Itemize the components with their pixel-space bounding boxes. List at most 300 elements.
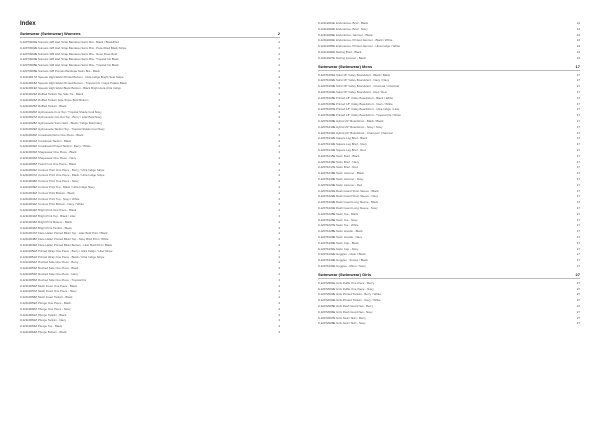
section-name: Swimwear (Swimwear) Womens <box>20 31 81 36</box>
entry-code: 0-12110036Z <box>20 167 37 172</box>
entry-page-number: 4 <box>278 196 280 201</box>
index-entry <box>318 55 580 61</box>
entry-code: 0-12110060Z <box>20 306 37 311</box>
entry-page-number: 4 <box>278 243 280 247</box>
entry-code: 0-12071012E <box>318 136 336 141</box>
entry-code: 0-12110054Z <box>20 272 37 276</box>
entry-description: Racing Jammer - Black <box>336 55 366 60</box>
entry-description: Crossback Printed Tankini - Berry / White <box>38 144 91 149</box>
entry-description: Endurance+ Brief - Navy <box>336 26 368 31</box>
entry-page-number: 17 <box>576 159 580 164</box>
entry-description: Bright Print One Piece - Black <box>38 208 77 213</box>
index-entry <box>318 320 580 326</box>
entry-code: 0-12110038Z <box>20 179 37 184</box>
entry-page-number: 4 <box>278 190 280 195</box>
entry-description: Hydrosuede Tankini Top - Tropical Shade Cool Navy <box>38 127 105 131</box>
index-section-heading <box>318 271 580 279</box>
entry-page-number: 17 <box>576 217 580 222</box>
entry-page-number: 14 <box>576 38 580 43</box>
entry-code: 0-12110056Z <box>20 283 37 288</box>
entry-page-number: 17 <box>576 235 580 239</box>
entry-page-number: 17 <box>576 84 580 89</box>
entry-code: 0-12071018E <box>318 171 336 176</box>
entry-page-number: 3 <box>278 80 280 85</box>
entry-description: Printed 18" Volley Boardshort - Black / White <box>336 95 394 100</box>
entry-description: Swim Hoodie - Navy <box>336 235 363 239</box>
entry-code: 0-12071027E <box>318 223 336 228</box>
entry-description: Solid 18" Volley Boardshort - Charcoal / Charcoal <box>336 84 400 89</box>
entry-page-number: 4 <box>278 254 280 259</box>
entry-page-number: 4 <box>278 277 280 282</box>
entry-description: Endurance+ Brief - Black <box>336 21 369 25</box>
entry-description: Mesh Insert One Piece - Navy <box>38 289 77 294</box>
entry-page-number: 17 <box>576 264 580 268</box>
entry-description: Plunge Tankini - Navy <box>38 318 66 323</box>
entry-code: 0-12072008E <box>318 321 336 326</box>
entry-code: 0-12110064Z <box>20 330 37 334</box>
entry-description: Square Leg Brief - Navy <box>336 142 367 147</box>
entry-code: 0-12071030E <box>318 240 336 245</box>
entry-page-number: 4 <box>278 161 280 166</box>
entry-description: Shapewear One Piece - Black <box>38 150 77 155</box>
entry-page-number: 14 <box>576 55 580 60</box>
entry-page-number: 17 <box>576 119 580 123</box>
entry-description: Swim Brief - Red <box>336 165 358 170</box>
entry-page-number: 17 <box>576 211 580 216</box>
entry-code: 0-12110052Z <box>20 260 37 265</box>
entry-description: Rash Guard Short Sleeve - Black <box>336 188 379 193</box>
entry-page-number: 3 <box>278 86 280 91</box>
entry-description: Ruffled Tankini Top Side Tie - Black <box>38 92 84 97</box>
entry-description: Endurance+ Printed Jammer - Black / White <box>336 38 393 43</box>
entry-code: 0-12071003E <box>318 84 336 89</box>
entry-page-number: 4 <box>278 272 280 276</box>
entry-page-number: 27 <box>576 304 580 308</box>
entry-code: 0-12071013E <box>318 142 336 147</box>
section-name: Swimwear (Swimwear) Girls <box>318 271 372 277</box>
entry-page-number: 2 <box>278 45 280 50</box>
entry-page-number: 17 <box>576 246 580 251</box>
entry-page-number: 17 <box>576 240 580 245</box>
entry-description: Mesh Insert One Piece - Black <box>38 283 78 288</box>
entry-page-number: 17 <box>576 90 580 94</box>
entry-page-number: 4 <box>278 219 280 224</box>
index-title: Index <box>20 21 36 27</box>
entry-description: Goggles - Clear / Black <box>336 252 366 257</box>
entry-page-number: 4 <box>278 150 280 155</box>
entry-code: 0-12073005E <box>20 63 38 68</box>
entry-code: 0-12072006E <box>318 309 336 314</box>
entry-page-number: 14 <box>576 44 580 49</box>
entry-description: Flare Halter Printed Bikini Top - Navy Bold Print / White <box>38 237 109 242</box>
entry-page-number: 27 <box>576 309 580 314</box>
entry-description: Swim Tee - White <box>336 223 359 228</box>
entry-description: Contour Print One Piece - Navy <box>38 179 79 184</box>
entry-code: 0-12110062Z <box>20 318 37 323</box>
entry-page-number: 17 <box>576 229 580 234</box>
entry-page-number: 17 <box>576 182 580 187</box>
entry-page-number: 3 <box>278 103 280 108</box>
entry-description: Swim Brief - Navy <box>336 159 359 164</box>
entry-code: 0-12110057Z <box>20 289 37 294</box>
entry-page-number: 3 <box>278 92 280 97</box>
entry-description: Endurance+ Printed Jammer - Ultra Indigo / White <box>336 44 401 49</box>
entry-page-number: 4 <box>278 214 280 218</box>
entry-page-number: 4 <box>278 260 280 265</box>
entry-page-number: 4 <box>278 179 280 184</box>
entry-description: Printed Wrap One Piece - Black / Ultra Indigo Stripe <box>38 254 105 259</box>
entry-code: 0-12110018Z <box>20 80 37 85</box>
entry-code: 0-12072003E <box>318 292 336 297</box>
entry-description: Speedo High-Waist Printed Bottom - Ultra Indigo Bright Seat Stripe <box>38 74 124 79</box>
entry-page-number: 4 <box>278 202 280 207</box>
entry-page-number: 3 <box>278 115 280 120</box>
entry-page-number: 17 <box>576 72 580 77</box>
entry-description: Swim Cap - Navy <box>336 246 359 251</box>
section-page-number: 2 <box>277 31 280 36</box>
entry-code: 0-12071008E <box>318 113 336 118</box>
entry-page-number: 4 <box>278 324 280 329</box>
entry-page-number: 3 <box>278 74 280 79</box>
entry-description: Contour Print One Piece - Berry / Ultra Indigo Stripe <box>38 167 105 172</box>
entry-code: 0-12071005E <box>318 95 336 100</box>
entry-page-number: 17 <box>576 107 580 112</box>
entry-code: 0-12110039Z <box>20 185 37 189</box>
entry-page-number: 3 <box>278 109 280 114</box>
entry-description: Sunsets 428 Hart Strap Bandeau Swim Bra - Paper/Red Black Stripe <box>38 45 127 50</box>
entry-description: Plunge Tankini - Black <box>38 312 67 317</box>
entry-page-number: 4 <box>278 248 280 253</box>
entry-description: Flare Halter Printed Bikini Top - Lilac Bold Print / Black <box>38 231 108 236</box>
entry-code: 0-12071021E <box>318 188 336 193</box>
entry-description: Ruched Side One Piece - Tropical Iris <box>38 277 87 282</box>
entry-code: 0-12110027Z <box>20 115 37 120</box>
entry-code: 0-12110063Z <box>20 324 37 329</box>
entry-page-number: 17 <box>576 258 580 263</box>
entry-description: Girls Rash Guard Set - Berry <box>336 304 373 308</box>
entry-page-number: 17 <box>576 223 580 228</box>
entry-page-number: 17 <box>576 78 580 83</box>
entry-page-number: 4 <box>278 144 280 149</box>
entry-description: Contour Print Top - Black / Ultra Indigo Navy <box>38 185 95 189</box>
entry-description: Printed Wrap One Piece - Berry / Ultra Indigo / Lilac Stripe <box>38 248 113 253</box>
entry-code: 0-12072001E <box>318 280 336 285</box>
entry-page-number: 27 <box>576 292 580 297</box>
entry-code: 0-12110040Z <box>20 190 37 195</box>
entry-code: 0-12110041Z <box>20 196 37 201</box>
entry-page-number: 3 <box>278 98 280 102</box>
entry-description: Ruffled Tankini - Black <box>38 103 67 108</box>
entry-code: 0-12110031Z <box>20 138 37 143</box>
entry-page-number: 2 <box>278 40 280 44</box>
entry-code: 0-12072004E <box>318 298 336 303</box>
entry-page-number: 17 <box>576 165 580 170</box>
entry-page-number: 4 <box>278 266 280 271</box>
entry-page-number: 3 <box>278 138 280 143</box>
entry-description: Shapewear One Piece - Navy <box>38 156 77 160</box>
entry-page-number: 4 <box>278 167 280 172</box>
entry-description: Swim Hoodie - Black <box>336 229 363 234</box>
entry-page-number: 4 <box>278 225 280 230</box>
entry-description: Printed 18" Volley Boardshort - Navy / White <box>336 101 393 106</box>
entry-page-number: 17 <box>576 142 580 147</box>
entry-code: 0-12110019Z <box>20 86 37 91</box>
entry-code: 0-12110059Z <box>20 301 37 305</box>
entry-code: 0-12071026E <box>318 217 336 222</box>
entry-code: 0-12071029E <box>318 235 336 239</box>
entry-code: 0-12110024Z <box>20 98 37 102</box>
entry-code: 0-12071001E <box>318 72 336 77</box>
entry-code: 0-12071033E <box>318 258 336 263</box>
entry-page-number: 4 <box>278 231 280 236</box>
entry-description: Hybrid 20" Boardshort - Navy / Navy <box>336 124 383 129</box>
entry-page-number: 17 <box>576 124 580 129</box>
entry-page-number: 27 <box>576 280 580 285</box>
entry-code: 0-12071032E <box>318 252 336 257</box>
entry-description: Girls Swim Skirt - Navy <box>336 321 366 326</box>
entry-code: 0-12110025Z <box>20 103 37 108</box>
entry-page-number: 17 <box>576 171 580 176</box>
entry-description: Ruched Side One Piece - Navy <box>38 272 79 276</box>
entry-code: 0-12110037Z <box>20 173 37 178</box>
entry-description: Sunsets 428 Hart Strap Bandeau Swim Bra - Tropical Iris Black <box>38 57 119 62</box>
entry-description: Goggles - Mirror / Navy <box>336 264 366 268</box>
entry-code: 0-12071017E <box>318 165 336 170</box>
entry-page-number: 17 <box>576 101 580 106</box>
entry-code: 0-12110050Z <box>20 248 37 253</box>
entry-code: 0-12071024E <box>318 206 336 210</box>
entry-description: Bright Print Top - Black / Lilac <box>38 214 76 218</box>
entry-code: 0-12071031E <box>318 246 336 251</box>
entry-page-number: 17 <box>576 153 580 158</box>
entry-description: Rash Guard Short Sleeve - Navy <box>336 194 379 199</box>
entry-page-number: 17 <box>576 200 580 205</box>
entry-code: 0-12071014E <box>318 148 336 152</box>
entry-description: Sunsets 428 Hart Strap Bandeau Swim Bra - Black / Black/Red <box>38 40 119 44</box>
entry-code: 0-12071010E <box>318 124 336 129</box>
entry-page-number: 17 <box>576 194 580 199</box>
entry-page-number: 14 <box>576 50 580 54</box>
entry-description: Printed 18" Volley Boardshort - Ultra Indigo / Lilac <box>336 107 400 112</box>
entry-description: Goggles - Smoke / Black <box>336 258 368 263</box>
entry-code: 0-12110049Z <box>20 243 37 247</box>
entry-code: 0-12111007E <box>318 55 335 60</box>
section-name: Swimwear (Swimwear) Mens <box>318 63 373 69</box>
entry-description: Contour Print One Piece - Black / Ultra Indigo Stripe <box>38 173 105 178</box>
entry-description: Square Leg Brief - Red <box>336 148 366 152</box>
entry-description: Swim Tee - Navy <box>336 217 358 222</box>
section-page-number: 17 <box>575 63 580 69</box>
entry-page-number: 2 <box>278 51 280 56</box>
entry-description: Ruffled Tankini Side Stripe Bold Bottom <box>38 98 89 102</box>
entry-code: 0-12071004E <box>318 90 336 94</box>
entry-page-number: 4 <box>278 185 280 189</box>
entry-description: Contour Print Bottom - Black <box>38 190 75 195</box>
entry-code: 0-12071015E <box>318 153 336 158</box>
entry-description: Bright Print Tankini - Black <box>38 225 72 230</box>
entry-description: Mesh Insert Tankini - Black <box>38 295 73 300</box>
entry-description: Contour Print Top - Navy / White <box>38 196 80 201</box>
index-section-heading <box>20 30 280 38</box>
entry-page-number: 4 <box>278 173 280 178</box>
entry-code: 0-12071019E <box>318 177 336 181</box>
entry-page-number: 27 <box>576 321 580 326</box>
entry-code: 0-12072005E <box>318 304 336 308</box>
entry-code: 0-12071006E <box>318 101 336 106</box>
entry-code: 0-12071025E <box>318 211 336 216</box>
entry-page-number: 4 <box>278 306 280 311</box>
entry-description: Plunge One Piece - Navy <box>38 306 71 311</box>
entry-code: 0-12110061Z <box>20 312 37 317</box>
entry-code: 0-12111003E <box>318 32 335 37</box>
entry-code: 0-12110046Z <box>20 225 37 230</box>
entry-page-number: 27 <box>576 286 580 291</box>
entry-page-number: 4 <box>278 283 280 288</box>
entry-code: 0-12073002E <box>20 45 38 50</box>
entry-description: Bright Print Bottom - Black <box>38 219 72 224</box>
entry-code: 0-12072007E <box>318 315 336 320</box>
entry-code: 0-12073006E <box>20 69 38 73</box>
entry-page-number: 14 <box>576 26 580 31</box>
entry-page-number: 17 <box>576 148 580 152</box>
entry-code: 0-12111006E <box>318 50 335 54</box>
entry-code: 0-12110053Z <box>20 266 37 271</box>
entry-code: 0-12071034E <box>318 264 336 268</box>
entry-code: 0-12110028Z <box>20 121 37 126</box>
entry-code: 0-12071007E <box>318 107 336 112</box>
entry-description: Hydrosuede Knot Top / Tropical Shade Cool Navy <box>38 109 102 114</box>
entry-page-number: 14 <box>576 32 580 37</box>
entry-page-number: 2 <box>278 57 280 62</box>
entry-code: 0-12110058Z <box>20 295 37 300</box>
entry-code: 0-12072002E <box>318 286 336 291</box>
entry-description: Girls Printed Tankini - Berry / White <box>336 292 381 297</box>
entry-description: Hybrid 20" Boardshort - Charcoal / Charcoal <box>336 130 393 135</box>
entry-description: Sunsets 428 Pomelo Bandeau Swim Bra - Black <box>38 69 100 73</box>
entry-code: 0-12110034Z <box>20 156 37 160</box>
entry-description: Plunge Bottom - Black <box>38 330 67 334</box>
entry-description: Flare Halter Printed Bikini Bottom - Lilac Bold Print / Black <box>38 243 113 247</box>
entry-code: 0-12110051Z <box>20 254 37 259</box>
entry-description: Solid 18" Volley Boardshort - Black / Black <box>336 72 391 77</box>
entry-page-number: 17 <box>576 252 580 257</box>
entry-code: 0-12110026Z <box>20 109 37 114</box>
entry-code: 0-12110035Z <box>20 161 37 166</box>
entry-page-number: 3 <box>278 121 280 126</box>
entry-description: Racing Brief - Black <box>336 50 362 54</box>
entry-description: Plunge Top - Black <box>38 324 63 329</box>
entry-code: 0-12110045Z <box>20 219 37 224</box>
entry-page-number: 4 <box>278 156 280 160</box>
entry-page-number: 14 <box>576 21 580 25</box>
entry-description: Swim Jammer - Red <box>336 182 363 187</box>
entry-code: 0-12110043Z <box>20 208 37 213</box>
entry-description: Girls Swim Skirt - Berry <box>336 315 366 320</box>
entry-description: Hydrosuede Cut-Out Top - Berry / Lilac Bold Navy <box>38 115 102 120</box>
entry-description: Endurance+ Jammer - Black <box>336 32 373 37</box>
entry-code: 0-12110030Z <box>20 132 37 137</box>
entry-page-number: 4 <box>278 318 280 323</box>
entry-code: 0-12111004E <box>318 38 335 43</box>
entry-code: 0-12110042Z <box>20 202 37 207</box>
entry-code: 0-12110032Z <box>20 144 37 149</box>
entry-description: Speedo High-Waist Black Bottom - Black Bright Aura Ultra Indigo <box>38 86 121 91</box>
entry-description: Sunsets 428 Hart Strap Bandeau Swim Bra - Tropical Iris Black <box>38 63 119 68</box>
entry-description: Printed 18" Volley Boardshort - Tropical Iris / White <box>336 113 401 118</box>
entry-description: Sunsets 428 Hart Strap Bandeau Swim Bra - Neon Rose Bold <box>38 51 118 56</box>
entry-page-number: 4 <box>278 289 280 294</box>
entry-code: 0-12111002E <box>318 26 335 31</box>
entry-code: 0-12073003E <box>20 51 38 56</box>
entry-page-number: 4 <box>278 295 280 300</box>
entry-page-number: 17 <box>576 177 580 181</box>
entry-description: Ruched Side One Piece - Black <box>38 266 79 271</box>
entry-description: Contour Print Bottom - Navy / White <box>38 202 84 207</box>
entry-code: 0-12073001E <box>20 40 38 44</box>
entry-description: Crossback Retro One Piece - Black <box>38 132 84 137</box>
entry-code: 0-12110055Z <box>20 277 37 282</box>
entry-description: Ruched Side One Piece - Berry <box>38 260 79 265</box>
entry-description: Rash Guard Long Sleeve - Black <box>336 200 379 205</box>
entry-code: 0-12071028E <box>318 229 336 234</box>
index-entry <box>20 329 280 335</box>
entry-page-number: 4 <box>278 237 280 242</box>
entry-description: Girls Printed Tankini - Navy / White <box>336 298 381 303</box>
entry-description: Swim Tee - Black <box>336 211 359 216</box>
entry-description: Swim Brief - Black <box>336 153 360 158</box>
entry-description: Twist Front One Piece - Black <box>38 161 77 166</box>
entry-code: 0-12110017Z <box>20 74 37 79</box>
entry-page-number: 17 <box>576 206 580 210</box>
entry-code: 0-12110044Z <box>20 214 37 218</box>
index-entry <box>318 263 580 269</box>
entry-code: 0-12110048Z <box>20 237 37 242</box>
entry-code: 0-12110023Z <box>20 92 37 97</box>
entry-description: Girls Rash Guard Set - Navy <box>336 309 373 314</box>
entry-description: Girls Ruffle One Piece - Navy <box>336 286 374 291</box>
entry-page-number: 4 <box>278 330 280 334</box>
entry-code: 0-12071016E <box>318 159 336 164</box>
entry-description: Solid 18" Volley Boardshort - Red / Red <box>336 90 387 94</box>
entry-page-number: 27 <box>576 315 580 320</box>
entry-page-number: 17 <box>576 136 580 141</box>
entry-code: 0-12071023E <box>318 200 336 205</box>
index-section-heading <box>318 63 580 71</box>
entry-code: 0-12110047Z <box>20 231 37 236</box>
entry-page-number: 3 <box>278 127 280 131</box>
entry-code: 0-12071011E <box>318 130 336 135</box>
entry-code: 0-12110029Z <box>20 127 37 131</box>
entry-page-number: 17 <box>576 188 580 193</box>
entry-description: Swim Cap - Black <box>336 240 359 245</box>
entry-code: 0-12071009E <box>318 119 336 123</box>
entry-description: Rash Guard Long Sleeve - Navy <box>336 206 378 210</box>
entry-code: 0-12073004E <box>20 57 38 62</box>
entry-page-number: 3 <box>278 132 280 137</box>
entry-description: Hydrosuede Swim Skirt - Black / Indigo Bold Navy <box>38 121 102 126</box>
entry-description: Speedo High-Waist Printed Bottom - Tropical Iris / Gaya Palace Black <box>38 80 127 85</box>
entry-page-number: 17 <box>576 95 580 100</box>
entry-description: Solid 18" Volley Boardshort - Navy / Navy <box>336 78 390 83</box>
entry-page-number: 4 <box>278 208 280 213</box>
entry-page-number: 4 <box>278 312 280 317</box>
entry-description: Swim Jammer - Navy <box>336 177 364 181</box>
entry-description: Crossback Tankini - Black <box>38 138 72 143</box>
entry-page-number: 17 <box>576 113 580 118</box>
entry-code: 0-12071002E <box>318 78 336 83</box>
entry-page-number: 2 <box>278 69 280 73</box>
entry-description: Square Leg Brief - Black <box>336 136 368 141</box>
